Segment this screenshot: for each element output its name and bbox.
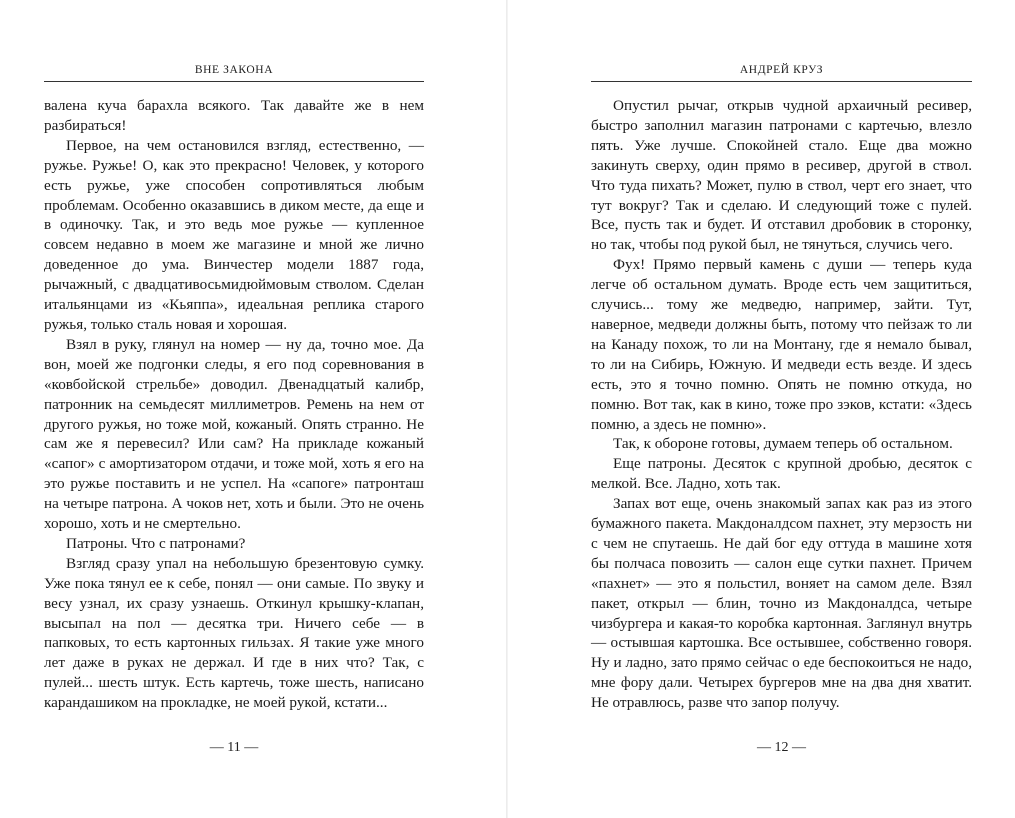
header-rule-right	[591, 81, 972, 82]
paragraph: Еще патроны. Десяток с крупной дробью, десяток с мелкой. Все. Ладно, хоть так.	[591, 455, 972, 493]
paragraph: Так, к обороне готовы, думаем теперь об остальном.	[613, 435, 953, 453]
paragraph: Опустил рычаг, открыв чудной архаичный ресивер, быстро заполнил магазин патронами с картечью, влезло пять. Уже лучше. Спокойней стало. Еще два можно закинуть сверху, один прямо в ресивер, другой в ствол. Что туда пихать? Может, пулю в ствол, черт его знает, что тут вокруг? Так и сделаю. И следующий тоже с пулей. Все, пусть так и будет. И отставил дробовик в сторонку, но так, чтобы под рукой был, не тянуться, случись чего.	[591, 97, 972, 254]
page-number-left: — 11 —	[209, 740, 259, 755]
paragraph: Запах вот еще, очень знакомый запах как раз из этого бумажного пакета. Макдоналдсом пахнет, эту мерзость ни с чем не спутаешь. Не дай бог еду оттуда в машине хотя бы полчаса повозить — салон еще сутки пахнет. Причем «пахнет» — это я польстил, воняет на самом деле. Взял пакет, открыл — блин, точно из Макдоналдса, четыре чизбургера и какая-то коробка картонная. Заглянул внутрь — остывшая картошка. Все остывшее, собственно говоря. Ну и ладно, зато прямо сейчас о еде беспокоиться не надо, мне фору дали. Четырех бургеров мне на два дня хватит. Не отравлюсь, разве что запор получу.	[591, 495, 972, 712]
book-gutter	[506, 0, 508, 818]
right-page-text	[591, 96, 972, 713]
running-head-right: АНДРЕЙ КРУЗ	[739, 64, 824, 76]
paragraph: Взгляд сразу упал на небольшую брезентовую сумку. Уже пока тянул ее к себе, понял — они самые. По звуку и весу узнал, их сразу узнаешь. Откинул крышку-клапан, высыпал на пол — десятка три. Ничего себе — в папковых, то есть картонных гильзах. Я такие уже много лет даже в руках не держал. И где в них что? Так, с пулей... шесть штук. Есть картечь, тоже шесть, написано карандашиком на прокладке, не моей рукой, кстати...	[44, 554, 424, 712]
right-page	[591, 0, 972, 818]
header-rule-left	[44, 81, 424, 82]
paragraph: Взял в руку, глянул на номер — ну да, точно мое. Да вон, моей же подгонки следы, я его под соревнования в «ковбойской стрельбе» доводил. Двенадцатый калибр, патронник на семьдесят миллиметров. Ремень на нем от другого ружья, но тоже мой, кожаный. Опять странно. Не сам же я перевесил? Или сам? На прикладе кожаный «сапог» с амортизатором отдачи, и тоже мой, хоть я его на это ружье поставить и не успел. На «сапоге» патронташ на четыре патрона. А чоков нет, хоть и были. Это не очень хорошо, хоть и не смертельно.	[44, 335, 424, 533]
paragraph: Первое, на чем остановился взгляд, естественно, — ружье. Ружье! О, как это прекрасно! Человек, у которого есть ружье, уже способен сопротивляться любым проблемам. Особенно оказавшись в диком месте, да еще и в одиночку. Так, и это ведь мое ружье — купленное совсем недавно в моем же магазине и мной же лично доведенное до ума. Винчестер модели 1887 года, рычажный, с двадцативосьмидюймовым стволом. Сделан итальянцами из «Кьяппа», идеальная реплика старого ружья, только сталь новая и хорошая.	[44, 136, 424, 333]
running-head-left: ВНЕ ЗАКОНА	[194, 64, 274, 76]
paragraph: валена куча барахла всякого. Так давайте же в нем разбираться!	[44, 97, 424, 134]
paragraph: Фух! Прямо первый камень с души — теперь куда легче об остальном думать. Вроде есть чем защититься, случись... тому же медведю, например, зайти. Тут, наверное, медведи должны быть, потому что пейзаж то ли на Канаду похож, то ли на Монтану, где я немало бывал, то ли на Сибирь, Южную. И медведи есть везде. И здесь есть, это я точно помню. Опять не помню откуда, но помню. Вот так, как в кино, тоже про зэков, кстати: «Здесь помню, а здесь не помню».	[591, 256, 972, 433]
left-page	[44, 0, 424, 818]
page-number-right: — 12 —	[757, 740, 806, 755]
paragraph: Патроны. Что с патронами?	[66, 534, 246, 552]
left-page-text	[44, 96, 424, 713]
